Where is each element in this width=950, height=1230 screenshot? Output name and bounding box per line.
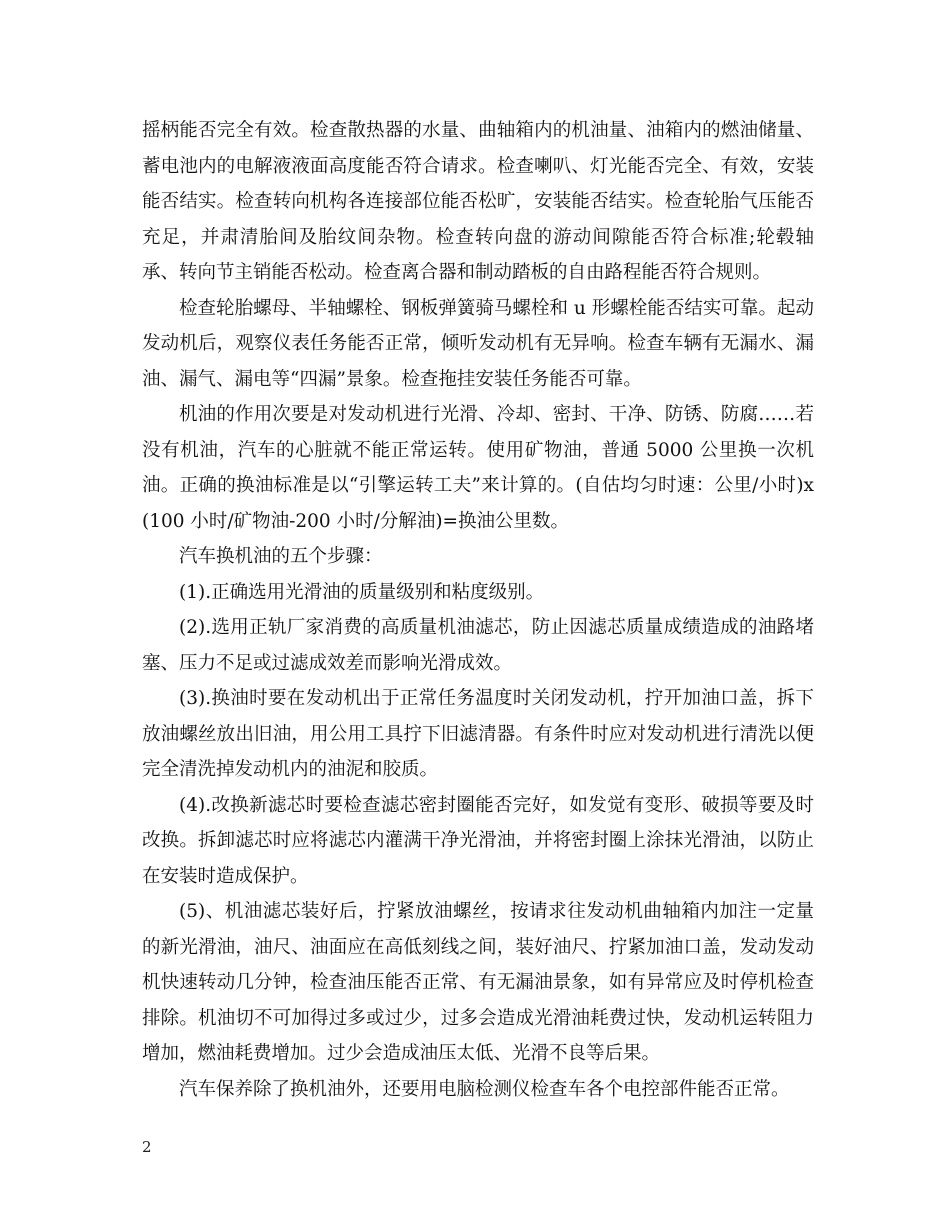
paragraph-8: (4).改换新滤芯时要检查滤芯密封圈能否完好，如发觉有变形、破损等要及时改换。拆卸滤芯时应将滤芯内灌满干净光滑油，并将密封圈上涂抹光滑油，以防止在安装时造成保护。 <box>142 794 814 887</box>
paragraph-6: (2).选用正轨厂家消费的高质量机油滤芯，防止因滤芯质量成绩造成的油路堵塞、压力不足或过滤成效差而影响光滑成效。 <box>142 617 814 674</box>
paragraph-9: (5)、机油滤芯装好后，拧紧放油螺丝，按请求往发动机曲轴箱内加注一定量的新光滑油，油尺、油面应在高低刻线之间，装好油尺、拧紧加油口盖，发动发动机快速转动几分钟，检查油压能否正常、有无漏油景象，如有异常应及时停机检查排除。机油切不可加得过多或过少，过多会造成光滑油耗费过快，发动机运转阻力增加，燃油耗费增加。过少会造成油压太低、光滑不良等后果。 <box>142 901 814 1064</box>
paragraph-10: 汽车保养除了换机油外，还要用电脑检测仪检查车各个电控部件能否正常。 <box>179 1078 790 1100</box>
document-body <box>142 113 814 1107</box>
paragraph-7: (3).换油时要在发动机出于正常任务温度时关闭发动机，拧开加油口盖，拆下放油螺丝放出旧油，用公用工具拧下旧滤清器。有条件时应对发动机进行清洗以便完全清洗掉发动机内的油泥和胶质。 <box>142 688 814 780</box>
paragraph-4: 汽车换机油的五个步骤： <box>179 546 383 567</box>
paragraph-2: 检查轮胎螺母、半轴螺栓、钢板弹簧骑马螺栓和 u 形螺栓能否结实可靠。起动发动机后，观察仪表任务能否正常，倾听发动机有无异响。检查车辆有无漏水、漏油、漏气、漏电等“四漏”景象。检查拖挂安装任务能否可靠。 <box>142 297 814 390</box>
paragraph-1: 摇柄能否完全有效。检查散热器的水量、曲轴箱内的机油量、油箱内的燃油储量、蓄电池内的电解液液面高度能否符合请求。检查喇叭、灯光能否完全、有效，安装能否结实。检查转向机构各连接部位能否松旷，安装能否结实。检查轮胎气压能否充足，并肃清胎间及胎纹间杂物。检查转向盘的游动间隙能否符合标准;轮毂轴承、转向节主销能否松动。检查离合器和制动踏板的自由路程能否符合规则。 <box>142 120 814 283</box>
paragraph-5: (1).正确选用光滑油的质量级别和粘度级别。 <box>179 581 545 603</box>
paragraph-3: 机油的作用次要是对发动机进行光滑、冷却、密封、干净、防锈、防腐……若没有机油，汽车的心脏就不能正常运转。使用矿物油，普通 5000 公里换一次机油。正确的换油标准是以“引擎运转工夫”来计算的。(自估均匀时速：公里/小时)x(100 小时/矿物油-200 小时/分解油)=换油公里数。 <box>142 404 814 532</box>
page-number: 2 <box>142 1138 152 1156</box>
